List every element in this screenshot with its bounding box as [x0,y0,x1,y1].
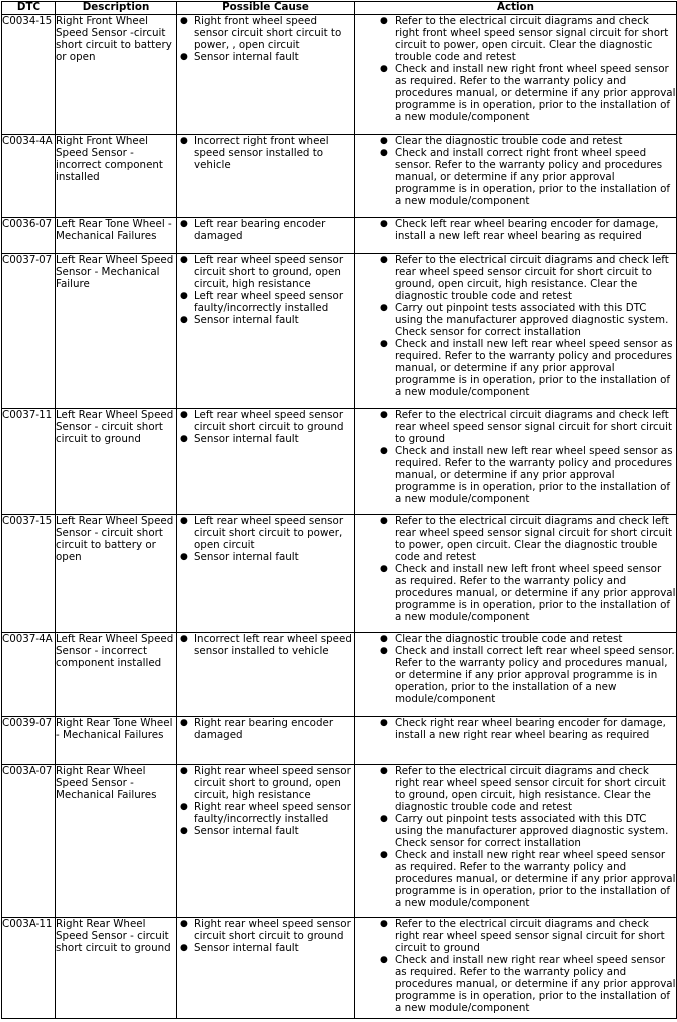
cause-list [177,717,354,741]
list-item [355,813,676,849]
cause-text: Sensor internal fault [194,942,299,954]
bullet-icon: ● [380,255,388,265]
bullet-icon: ● [180,516,188,526]
action-text: Refer to the electrical circuit diagrams and check left rear wheel speed sensor signal circuit for short circuit to ground [395,409,673,445]
bullet-icon: ● [380,136,388,146]
bullet-icon: ● [380,564,388,574]
list-item [355,563,676,623]
possible-cause-cell [177,254,355,409]
list-item [177,135,354,171]
dtc-description: Right Front Wheel Speed Sensor - incorrect component installed [56,135,177,218]
cause-list [177,633,354,657]
bullet-icon: ● [180,552,188,562]
action-cell [355,254,677,409]
bullet-icon: ● [380,339,388,349]
action-cell [355,409,677,515]
dtc-description: Right Front Wheel Speed Sensor -circuit short circuit to battery or open [56,15,177,135]
list-item [177,433,354,445]
bullet-icon: ● [180,315,188,325]
bullet-icon: ● [180,410,188,420]
list-item [177,409,354,433]
cause-text: Left rear bearing encoder damaged [194,218,326,242]
cause-text: Left rear wheel speed sensor faulty/incorrectly installed [194,290,344,314]
cause-text: Right rear wheel speed sensor circuit short to ground, open circuit, high resistance [194,765,351,801]
action-list [355,218,676,242]
table-row [2,15,677,135]
table-row [2,765,677,918]
cause-text: Sensor internal fault [194,314,299,326]
action-cell [355,765,677,918]
action-text: Check and install new right rear wheel speed sensor as required. Refer to the warranty policy and procedures manual, or determine if any prior approval programme is in operation, prior to the installation of a new module/component [395,954,676,1014]
cause-text: Left rear wheel speed sensor circuit short to ground, open circuit, high resistance [194,254,344,290]
dtc-code: C003A-11 [2,918,56,1019]
action-text: Check and install new right front wheel speed sensor as required. Refer to the warranty policy and procedures manual, or determine if any prior approval programme is in operation, prior to the installation of a new module/component [395,63,676,123]
header-description: Description [56,2,177,15]
bullet-icon: ● [380,718,388,728]
list-item [177,717,354,741]
table-row [2,254,677,409]
table-row [2,135,677,218]
header-row [2,2,677,15]
bullet-icon: ● [180,434,188,444]
bullet-icon: ● [180,52,188,62]
list-item [355,218,676,242]
possible-cause-cell [177,515,355,633]
dtc-description: Left Rear Wheel Speed Sensor - incorrect component installed [56,633,177,717]
header-possible-cause: Possible Cause [177,2,355,15]
cause-text: Sensor internal fault [194,433,299,445]
list-item [177,942,354,954]
list-item [355,445,676,505]
possible-cause-cell [177,409,355,515]
cause-list [177,409,354,445]
cause-text: Right rear bearing encoder damaged [194,717,334,741]
dtc-code: C0037-4A [2,633,56,717]
dtc-description: Left Rear Tone Wheel - Mechanical Failures [56,218,177,254]
cause-text: Right front wheel speed sensor circuit short circuit to power, , open circuit [194,15,342,51]
list-item [355,954,676,1014]
action-list [355,765,676,909]
action-text: Refer to the electrical circuit diagrams and check left rear wheel speed sensor circuit for short circuit to ground, open circuit, high resistance. Clear the diagnostic trouble code and retest [395,254,669,302]
bullet-icon: ● [380,919,388,929]
action-text: Carry out pinpoint tests associated with this DTC using the manufacturer approved diagnostic system. Check sensor for correct installation [395,302,669,338]
action-text: Check and install correct right front wheel speed sensor. Refer to the warranty policy and procedures manual, or determine if any prior approval programme is in operation, prior to the installation of a new module/component [395,147,671,207]
cause-text: Incorrect left rear wheel speed sensor installed to vehicle [194,633,352,657]
dtc-description: Right Rear Wheel Speed Sensor - Mechanical Failures [56,765,177,918]
bullet-icon: ● [380,219,388,229]
list-item [177,51,354,63]
table-row [2,409,677,515]
bullet-icon: ● [380,410,388,420]
list-item [177,290,354,314]
action-cell [355,515,677,633]
list-item [355,645,676,705]
dtc-code: C0037-11 [2,409,56,515]
cause-list [177,15,354,63]
action-text: Check and install new right rear wheel speed sensor as required. Refer to the warranty policy and procedures manual, or determine if any prior approval programme is in operation, prior to the installation of a new module/component [395,849,676,909]
list-item [177,801,354,825]
list-item [355,765,676,813]
cause-text: Left rear wheel speed sensor circuit short circuit to power, open circuit [194,515,344,551]
dtc-description: Right Rear Wheel Speed Sensor - circuit short circuit to ground [56,918,177,1019]
action-list [355,135,676,207]
bullet-icon: ● [380,634,388,644]
action-list [355,918,676,1014]
dtc-table [1,1,677,1019]
bullet-icon: ● [380,955,388,965]
possible-cause-cell [177,633,355,717]
cause-text: Sensor internal fault [194,825,299,837]
list-item [177,218,354,242]
dtc-code: C0037-15 [2,515,56,633]
table-row [2,218,677,254]
bullet-icon: ● [180,136,188,146]
header-action: Action [355,2,677,15]
bullet-icon: ● [180,943,188,953]
bullet-icon: ● [180,766,188,776]
list-item [177,314,354,326]
cause-list [177,515,354,563]
action-list [355,254,676,398]
action-cell [355,633,677,717]
action-text: Check right rear wheel bearing encoder for damage, install a new right rear wheel bearing as required [395,717,666,741]
bullet-icon: ● [180,634,188,644]
bullet-icon: ● [380,814,388,824]
list-item [177,551,354,563]
dtc-description: Right Rear Tone Wheel - Mechanical Failures [56,717,177,765]
possible-cause-cell [177,218,355,254]
cause-list [177,254,354,326]
list-item [355,302,676,338]
dtc-description: Left Rear Wheel Speed Sensor - circuit short circuit to ground [56,409,177,515]
action-text: Check and install new left rear wheel speed sensor as required. Refer to the warranty policy and procedures manual, or determine if any prior approval programme is in operation, prior to the installation of a new module/component [395,338,673,398]
action-cell [355,918,677,1019]
action-cell [355,135,677,218]
list-item [355,409,676,445]
dtc-code: C0036-07 [2,218,56,254]
list-item [177,765,354,801]
list-item [177,633,354,657]
action-text: Check and install correct left rear wheel speed sensor. Refer to the warranty policy and procedures manual, or determine if any prior approval programme is in operation, prior to the installation of a new module/component [395,645,675,705]
bullet-icon: ● [180,802,188,812]
action-text: Check and install new left rear wheel speed sensor as required. Refer to the warranty policy and procedures manual, or determine if any prior approval programme is in operation, prior to the installation of a new module/component [395,445,673,505]
action-text: Check left rear wheel bearing encoder for damage, install a new left rear wheel bearing as required [395,218,659,242]
action-text: Refer to the electrical circuit diagrams and check right rear wheel speed sensor signal circuit for short circuit to ground [395,918,665,954]
cause-list [177,918,354,954]
list-item [355,63,676,123]
action-cell [355,15,677,135]
bullet-icon: ● [180,16,188,26]
action-list [355,633,676,705]
bullet-icon: ● [180,919,188,929]
list-item [177,515,354,551]
dtc-code: C0037-07 [2,254,56,409]
dtc-description: Left Rear Wheel Speed Sensor - circuit short circuit to battery or open [56,515,177,633]
list-item [355,15,676,63]
table-row [2,918,677,1019]
action-text: Clear the diagnostic trouble code and retest [395,633,623,645]
cause-text: Sensor internal fault [194,51,299,63]
list-item [355,918,676,954]
list-item [177,254,354,290]
cause-text: Left rear wheel speed sensor circuit short circuit to ground [194,409,344,433]
table-row [2,633,677,717]
bullet-icon: ● [180,219,188,229]
cause-list [177,765,354,837]
possible-cause-cell [177,918,355,1019]
list-item [355,147,676,207]
action-list [355,409,676,505]
bullet-icon: ● [380,446,388,456]
action-list [355,15,676,123]
action-text: Carry out pinpoint tests associated with this DTC using the manufacturer approved diagnostic system. Check sensor for correct installation [395,813,669,849]
bullet-icon: ● [380,850,388,860]
action-cell [355,717,677,765]
possible-cause-cell [177,135,355,218]
list-item [355,849,676,909]
list-item [355,135,676,147]
bullet-icon: ● [180,826,188,836]
bullet-icon: ● [380,64,388,74]
bullet-icon: ● [380,16,388,26]
list-item [177,825,354,837]
list-item [177,15,354,51]
action-cell [355,218,677,254]
table-body [2,15,677,1019]
action-list [355,515,676,623]
cause-text: Right rear wheel speed sensor circuit short circuit to ground [194,918,351,942]
dtc-code: C0039-07 [2,717,56,765]
list-item [355,254,676,302]
cause-text: Incorrect right front wheel speed sensor installed to vehicle [194,135,329,171]
bullet-icon: ● [380,303,388,313]
dtc-description: Left Rear Wheel Speed Sensor - Mechanical Failure [56,254,177,409]
action-text: Refer to the electrical circuit diagrams and check right front wheel speed sensor signal circuit for short circuit to power, open circuit. Clear the diagnostic trouble code and retest [395,15,669,63]
possible-cause-cell [177,717,355,765]
cause-text: Sensor internal fault [194,551,299,563]
list-item [355,717,676,741]
bullet-icon: ● [180,718,188,728]
list-item [177,918,354,942]
table-row [2,717,677,765]
action-text: Refer to the electrical circuit diagrams and check left rear wheel speed sensor signal circuit for short circuit to power, open circuit. Clear the diagnostic trouble code and retest [395,515,673,563]
list-item [355,515,676,563]
list-item [355,633,676,645]
table-row [2,515,677,633]
cause-list [177,218,354,242]
possible-cause-cell [177,765,355,918]
action-text: Refer to the electrical circuit diagrams and check right rear wheel speed sensor circuit for short circuit to ground, open circuit, high resistance. Clear the diagnostic trouble code and retest [395,765,666,813]
header-dtc: DTC [2,2,56,15]
bullet-icon: ● [380,646,388,656]
bullet-icon: ● [180,255,188,265]
possible-cause-cell [177,15,355,135]
bullet-icon: ● [380,516,388,526]
cause-list [177,135,354,171]
bullet-icon: ● [180,291,188,301]
action-text: Check and install new left front wheel speed sensor as required. Refer to the warranty policy and procedures manual, or determine if any prior approval programme is in operation, prior to the installation of a new module/component [395,563,676,623]
action-list [355,717,676,741]
cause-text: Right rear wheel speed sensor faulty/incorrectly installed [194,801,351,825]
dtc-code: C0034-4A [2,135,56,218]
action-text: Clear the diagnostic trouble code and retest [395,135,623,147]
bullet-icon: ● [380,148,388,158]
list-item [355,338,676,398]
dtc-code: C003A-07 [2,765,56,918]
bullet-icon: ● [380,766,388,776]
dtc-code: C0034-15 [2,15,56,135]
